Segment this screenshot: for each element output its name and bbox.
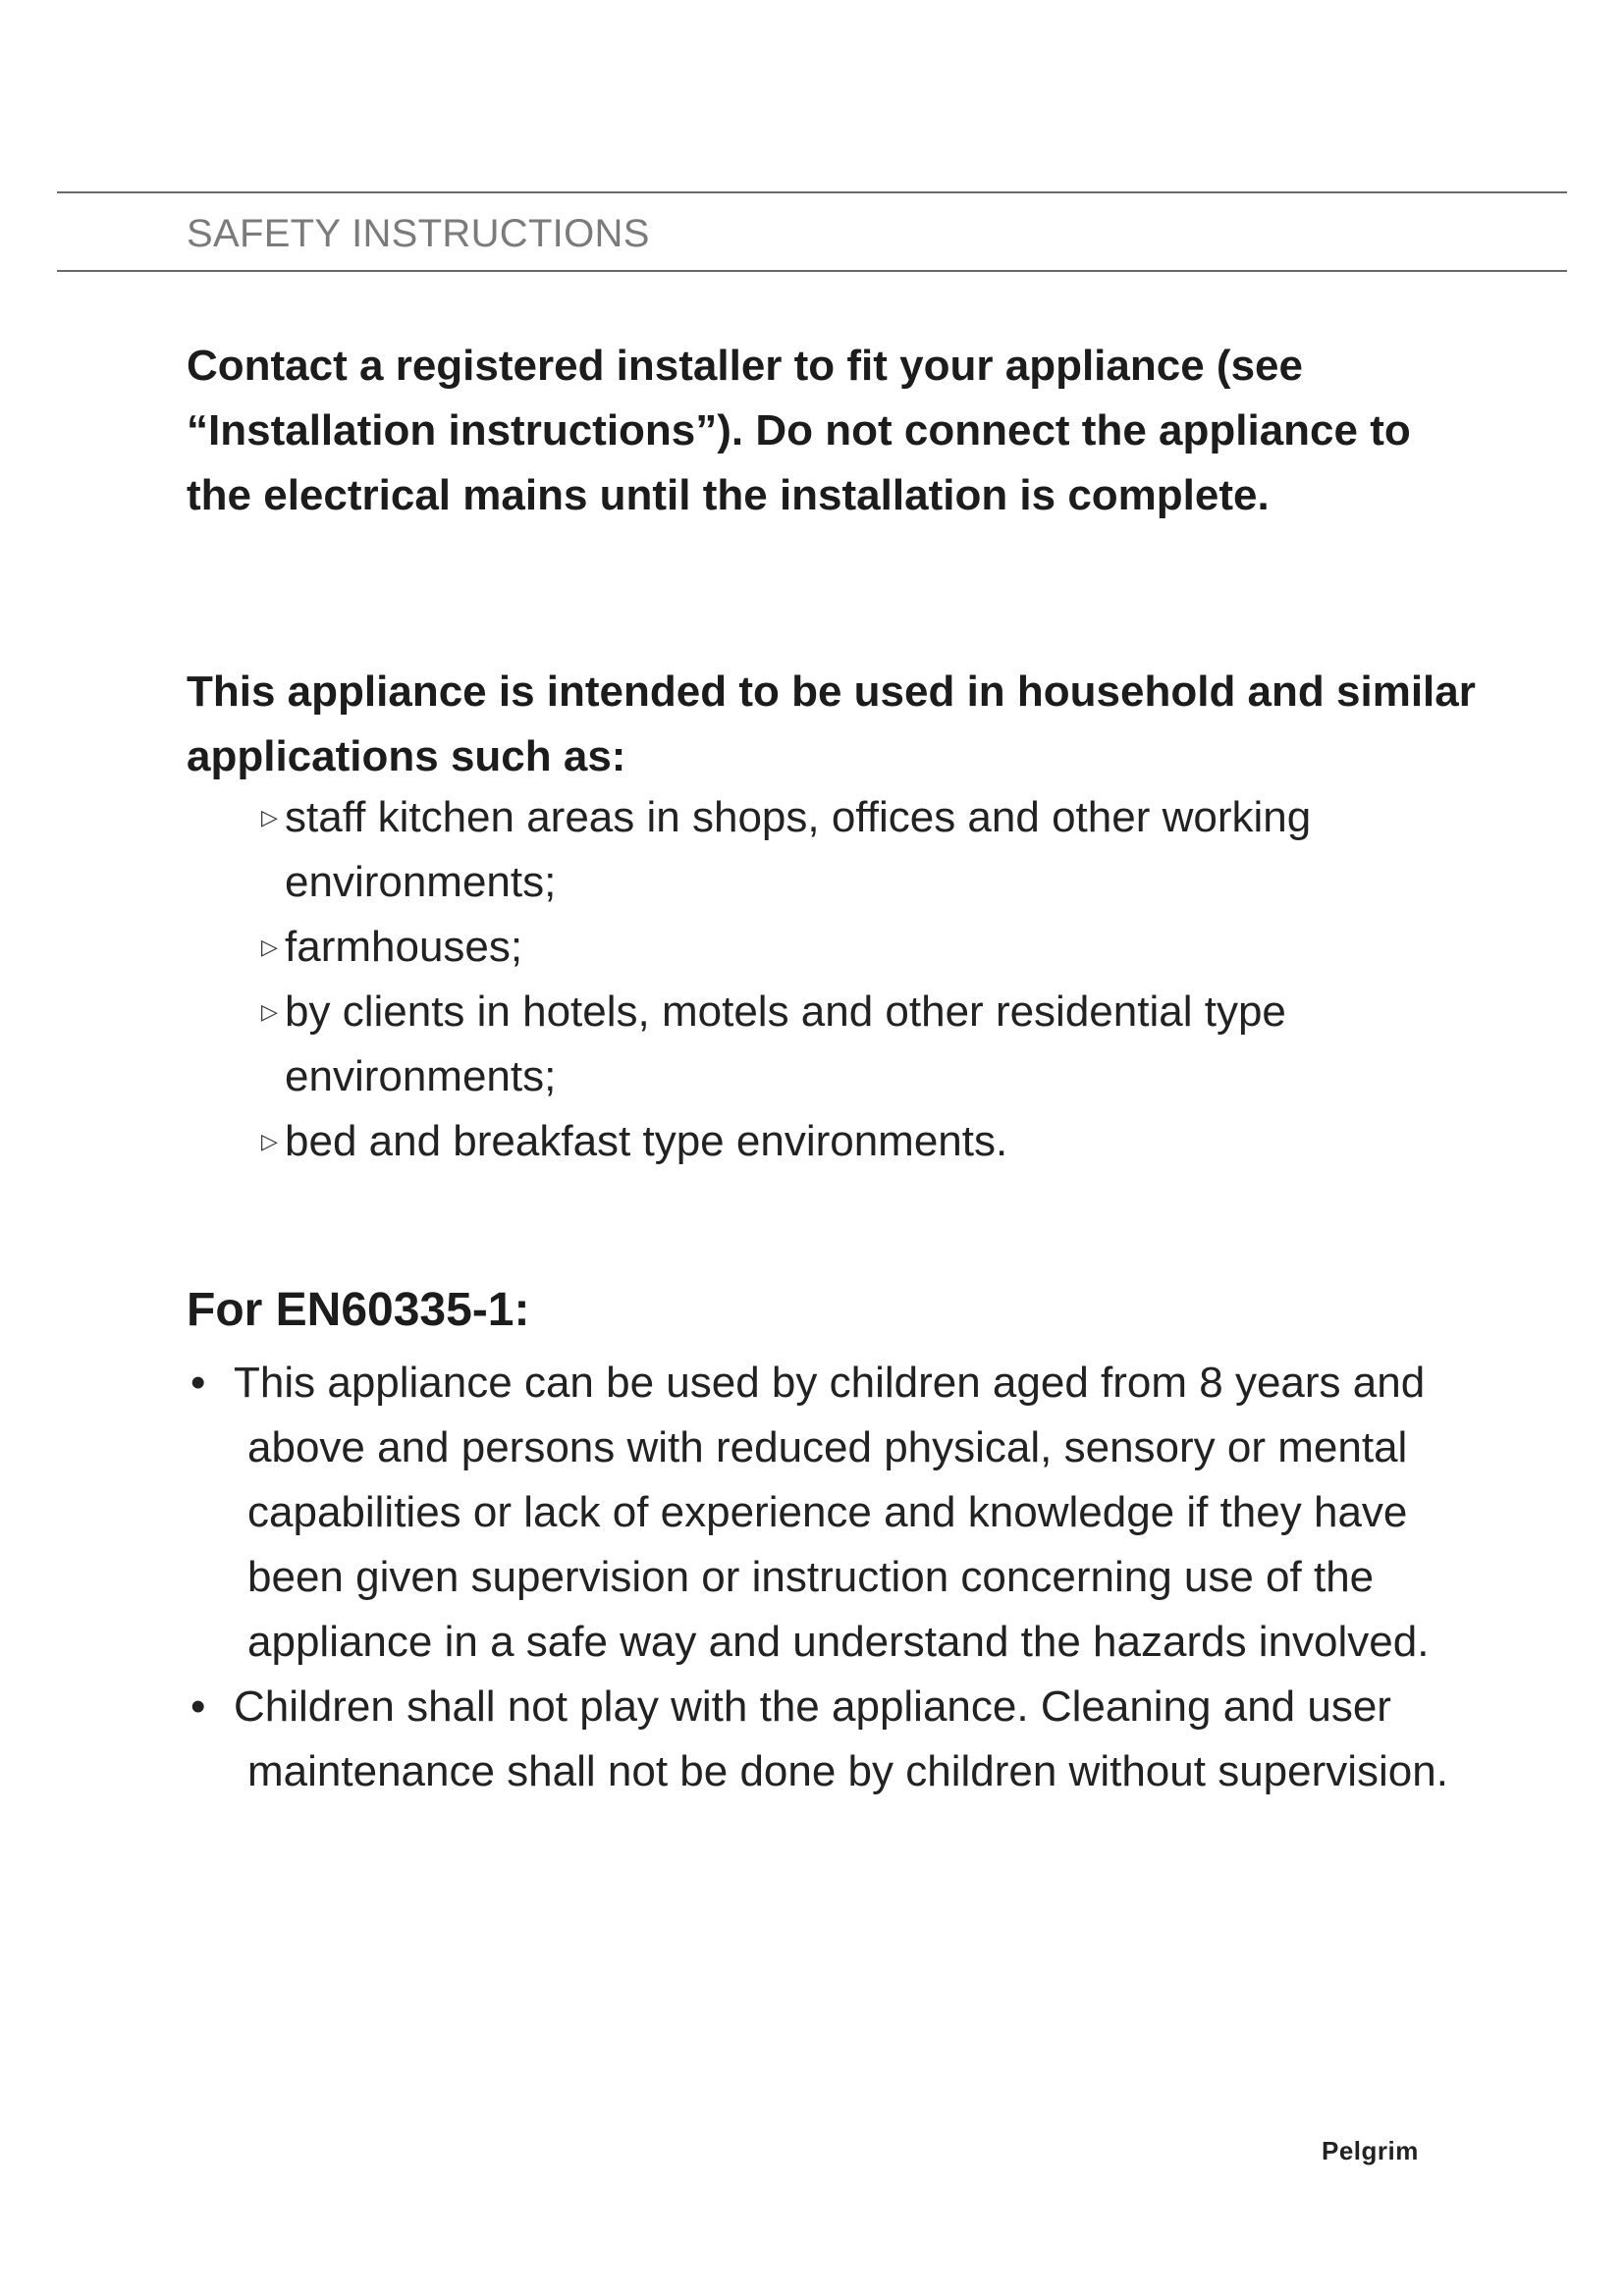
list-item xyxy=(257,1109,1494,1174)
round-bullet-icon: • xyxy=(190,1359,206,1407)
list-item-text: by clients in hotels, motels and other residential type environments; xyxy=(285,988,1286,1100)
standard-heading: For EN60335-1: xyxy=(187,1284,530,1336)
contact-installer-paragraph: Contact a registered installer to fit your appliance (see “Installation instructions”). Do not connect the appliance to the electrical mains until the installation is complete. xyxy=(187,342,1411,519)
list-item-text: staff kitchen areas in shops, offices and other working environments; xyxy=(285,793,1312,906)
applications-list xyxy=(257,785,1494,1174)
list-item xyxy=(257,785,1494,915)
brand-logo: Pelgrim xyxy=(1322,2136,1419,2165)
list-item-text: farmhouses; xyxy=(285,923,523,971)
triangle-bullet-icon: ▷ xyxy=(261,1129,278,1153)
list-item xyxy=(187,1351,1463,1675)
list-item-text: This appliance can be used by children aged from 8 years and above and persons with reduced physical, sensory or mental capabilities or lack of experience and knowledge if they have been given supervision or instruction concerning use of the appliance in a safe way and understand the hazards involved. xyxy=(234,1359,1430,1666)
standard-requirements-list xyxy=(187,1351,1463,1804)
intended-use-paragraph: This appliance is intended to be used in household and similar applications such as: xyxy=(187,667,1476,780)
triangle-bullet-icon: ▷ xyxy=(261,999,278,1024)
list-item xyxy=(257,915,1494,980)
list-item-text: bed and breakfast type environments. xyxy=(285,1117,1008,1165)
header-top-rule xyxy=(57,191,1567,193)
triangle-bullet-icon: ▷ xyxy=(261,805,278,829)
round-bullet-icon: • xyxy=(190,1682,206,1731)
list-item xyxy=(187,1675,1463,1804)
triangle-bullet-icon: ▷ xyxy=(261,934,278,959)
list-item-text: Children shall not play with the appliance. Cleaning and user maintenance shall not be done by children without supervision. xyxy=(234,1682,1448,1795)
section-title: SAFETY INSTRUCTIONS xyxy=(187,212,650,255)
header-bottom-rule xyxy=(57,270,1567,272)
list-item xyxy=(257,980,1494,1109)
